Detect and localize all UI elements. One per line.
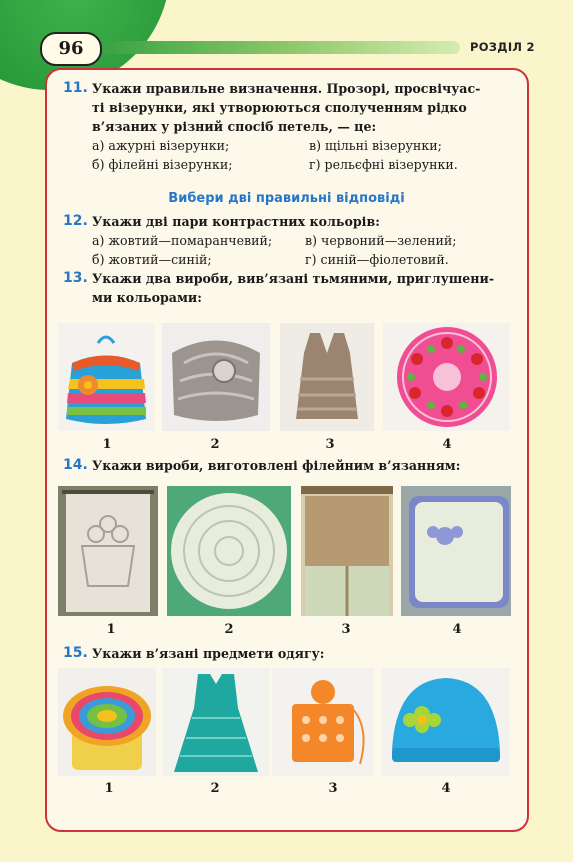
- q14-photo-filet-curtain: [58, 486, 158, 616]
- q15-label-2: 2: [210, 781, 220, 796]
- q11-option-d: г) рельєфні візерунки.: [309, 157, 458, 172]
- q12-option-a: а) жовтий—помаранчевий;: [92, 233, 273, 248]
- q12-number: 12.: [63, 213, 88, 229]
- section-title: РОЗДІЛ 2: [470, 40, 535, 54]
- q11-option-a: а) ажурні візерунки;: [92, 138, 230, 153]
- q14-photo-window-curtain: [301, 486, 393, 616]
- q15-photo-blue-hat: [382, 668, 510, 776]
- q13-photo-grey-bag: [162, 323, 270, 431]
- q13-photo-vest: [280, 323, 374, 431]
- q14-label-3: 3: [341, 622, 351, 637]
- q14-line1: Укажи вироби, виготовлені філейним в’язанням:: [92, 458, 461, 473]
- q15-label-3: 3: [328, 781, 338, 796]
- page-number: 96: [40, 32, 102, 66]
- q12-option-c: в) червоний—зелений;: [305, 233, 457, 248]
- q15-number: 15.: [63, 645, 88, 661]
- q15-photo-jar-cover: [58, 668, 156, 776]
- q14-label-4: 4: [452, 622, 462, 637]
- q13-photo-strawberry-mat: [383, 323, 510, 431]
- q14-label-2: 2: [224, 622, 234, 637]
- q13-label-2: 2: [210, 437, 220, 452]
- q15-label-1: 1: [104, 781, 114, 796]
- q13-number: 13.: [63, 270, 88, 286]
- q15-photo-dress: [162, 668, 270, 776]
- q13-label-3: 3: [325, 437, 335, 452]
- q13-line1: Укажи два вироби, вив’язані тьмяними, приглушени-: [92, 271, 495, 286]
- q11-line2: ті візерунки, які утворюються сполученням рідко: [92, 100, 467, 115]
- q11-number: 11.: [63, 80, 88, 96]
- q11-option-c: в) щільні візерунки;: [309, 138, 442, 153]
- q12-option-d: г) синій—фіолетовий.: [305, 252, 449, 267]
- q15-photo-orange-pouch: [272, 668, 374, 776]
- q15-line1: Укажи в’язані предмети одягу:: [92, 646, 325, 661]
- q14-label-1: 1: [106, 622, 116, 637]
- q13-line2: ми кольорами:: [92, 290, 202, 305]
- q11-line3: в’язаних у різний спосіб петель, — це:: [92, 119, 377, 134]
- q11-option-b: б) філейні візерунки;: [92, 157, 233, 172]
- q15-label-4: 4: [441, 781, 451, 796]
- q11-line1: Укажи правильне визначення. Прозорі, просвічуас-: [92, 81, 481, 96]
- q13-label-4: 4: [442, 437, 452, 452]
- q14-number: 14.: [63, 457, 88, 473]
- q13-photo-drawstring-bag: [58, 323, 154, 431]
- q12-option-b: б) жовтий—синій;: [92, 252, 212, 267]
- q12-line1: Укажи дві пари контрастних кольорів:: [92, 214, 380, 229]
- q14-photo-blanket: [401, 486, 511, 616]
- q14-photo-doily: [167, 486, 291, 616]
- header-bar: [80, 41, 460, 54]
- q13-label-1: 1: [102, 437, 112, 452]
- choose-two-banner: Вибери дві правильні відповіді: [168, 191, 405, 206]
